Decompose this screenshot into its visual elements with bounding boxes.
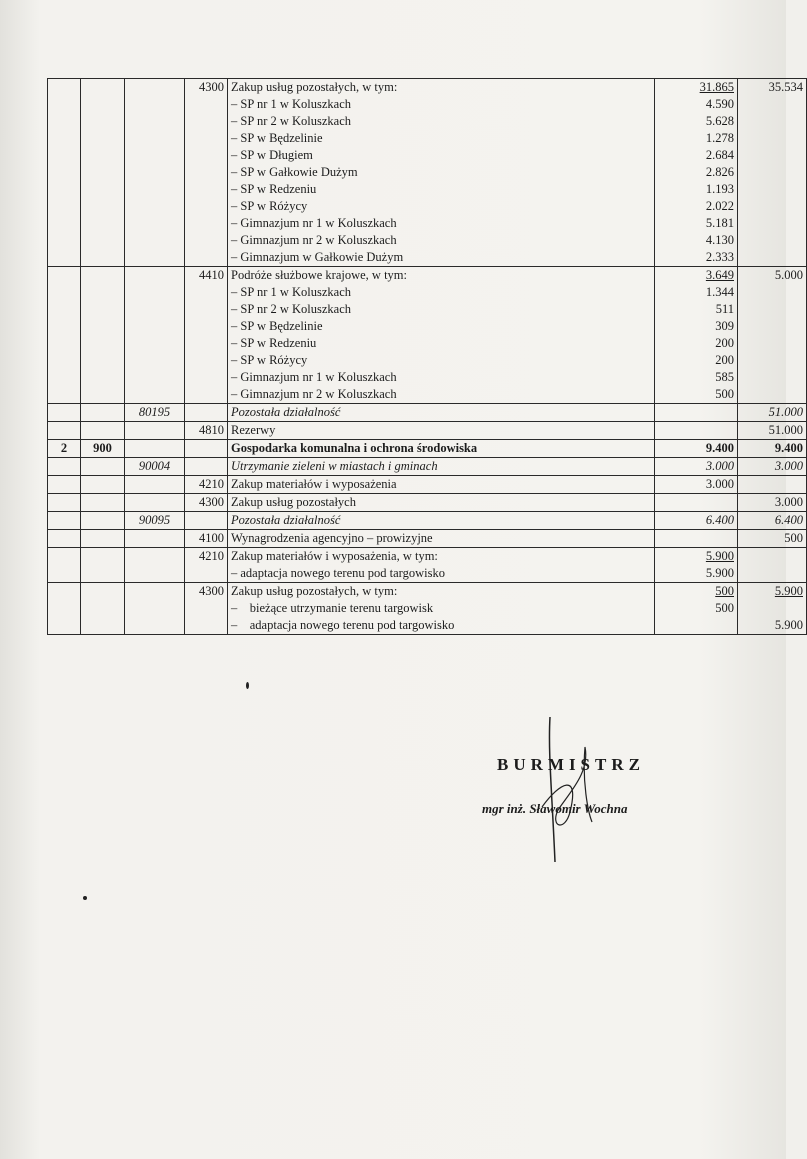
cell-amount-b: 35.534 — [738, 79, 807, 267]
list-item: – SP nr 1 w Koluszkach — [231, 285, 352, 299]
list-item: – bieżące utrzymanie terenu targowisk — [231, 601, 434, 615]
signature-name: mgr inż. Sławomir Wochna — [482, 801, 628, 816]
cell-amount-b: 51.000 — [738, 404, 807, 422]
row-title: Zakup usług pozostałych, w tym: — [231, 80, 398, 94]
cell-paragraph: 4410 — [185, 267, 228, 404]
cell-description: Zakup materiałów i wyposażenia — [228, 476, 655, 494]
cell-description: Gospodarka komunalna i ochrona środowiska — [228, 440, 655, 458]
cell-rozdzial: 80195 — [125, 404, 185, 422]
cell-amount-a: 9.400 — [655, 440, 738, 458]
list-item: – SP w Różycy — [231, 353, 308, 367]
signature-scribble — [530, 712, 610, 872]
list-item: – SP w Redzeniu — [231, 336, 317, 350]
list-item: – Gimnazjum nr 1 w Koluszkach — [231, 216, 397, 230]
cell-description: Pozostała działalność — [228, 512, 655, 530]
cell-lp: 2 — [48, 440, 81, 458]
cell-dzial: 900 — [81, 440, 125, 458]
cell-amount-b: 500 — [738, 530, 807, 548]
table-row — [48, 512, 807, 530]
cell-amount-a: 3.000 — [655, 458, 738, 476]
table-row — [48, 404, 807, 422]
scan-speck — [246, 682, 249, 689]
row-title: Podróże służbowe krajowe, w tym: — [231, 268, 408, 282]
list-item: – SP w Różycy — [231, 199, 308, 213]
cell-paragraph: 4210 — [185, 476, 228, 494]
table-row — [48, 530, 807, 548]
list-item: – Gimnazjum w Gałkowie Dużym — [231, 250, 404, 264]
cell-paragraph: 4100 — [185, 530, 228, 548]
list-item: – Gimnazjum nr 2 w Koluszkach — [231, 387, 397, 401]
table-row — [48, 548, 807, 583]
cell-rozdzial: 90095 — [125, 512, 185, 530]
cell-description: Rezerwy — [228, 422, 655, 440]
list-item: – SP w Długiem — [231, 148, 313, 162]
list-item: – Gimnazjum nr 1 w Koluszkach — [231, 370, 397, 384]
cell-paragraph: 4300 — [185, 79, 228, 267]
cell-amount-b: 6.400 — [738, 512, 807, 530]
cell-amount-a: 5.900 5.900 — [655, 548, 738, 583]
list-item: – adaptacja nowego terenu pod targowisko — [231, 618, 455, 632]
cell-description: Wynagrodzenia agencyjno – prowizyjne — [228, 530, 655, 548]
row-title: Zakup materiałów i wyposażenia, w tym: — [231, 549, 438, 563]
cell-dzial — [81, 79, 125, 267]
table-row — [48, 267, 807, 404]
budget-table — [47, 78, 807, 635]
cell-description — [228, 583, 655, 635]
list-item: – adaptacja nowego terenu pod targowisko — [231, 566, 445, 580]
cell-description — [228, 79, 655, 267]
list-item: – SP nr 2 w Koluszkach — [231, 302, 352, 316]
cell-amount-b: 9.400 — [738, 440, 807, 458]
table-row — [48, 583, 807, 635]
list-item: – SP nr 1 w Koluszkach — [231, 97, 352, 111]
scan-speck — [83, 896, 87, 900]
cell-rozdzial: 90004 — [125, 458, 185, 476]
cell-description: Zakup usług pozostałych — [228, 494, 655, 512]
cell-amount-a: 500 500 — [655, 583, 738, 635]
cell-amount-a: 6.400 — [655, 512, 738, 530]
cell-paragraph: 4300 — [185, 583, 228, 635]
cell-amount-b: 51.000 — [738, 422, 807, 440]
list-item: – Gimnazjum nr 2 w Koluszkach — [231, 233, 397, 247]
cell-rozdzial — [125, 79, 185, 267]
cell-paragraph: 4300 — [185, 494, 228, 512]
cell-description: Utrzymanie zieleni w miastach i gminach — [228, 458, 655, 476]
cell-amount-b: 3.000 — [738, 458, 807, 476]
cell-paragraph: 4210 — [185, 548, 228, 583]
cell-amount-b: 5.900 5.900 — [738, 583, 807, 635]
list-item: – SP nr 2 w Koluszkach — [231, 114, 352, 128]
table-row — [48, 422, 807, 440]
table-row — [48, 79, 807, 267]
cell-amount-b: 5.000 — [738, 267, 807, 404]
table-row — [48, 458, 807, 476]
signature-title: BURMISTRZ — [497, 755, 645, 774]
list-item: – SP w Będzelinie — [231, 131, 323, 145]
cell-amount-a: 31.865 4.590 5.628 1.278 2.684 2.826 1.193 2.022 5.181 4.130 2.333 — [655, 79, 738, 267]
row-title: Zakup usług pozostałych, w tym: — [231, 584, 398, 598]
list-item: – SP w Gałkowie Dużym — [231, 165, 358, 179]
table-row — [48, 494, 807, 512]
list-item: – SP w Będzelinie — [231, 319, 323, 333]
cell-description — [228, 548, 655, 583]
cell-description: Pozostała działalność — [228, 404, 655, 422]
cell-amount-a: 3.000 — [655, 476, 738, 494]
cell-description — [228, 267, 655, 404]
table-row — [48, 440, 807, 458]
list-item: – SP w Redzeniu — [231, 182, 317, 196]
cell-amount-a: 3.649 1.344 511 309 200 200 585 500 — [655, 267, 738, 404]
table-row — [48, 476, 807, 494]
cell-lp — [48, 79, 81, 267]
cell-paragraph: 4810 — [185, 422, 228, 440]
cell-amount-b: 3.000 — [738, 494, 807, 512]
